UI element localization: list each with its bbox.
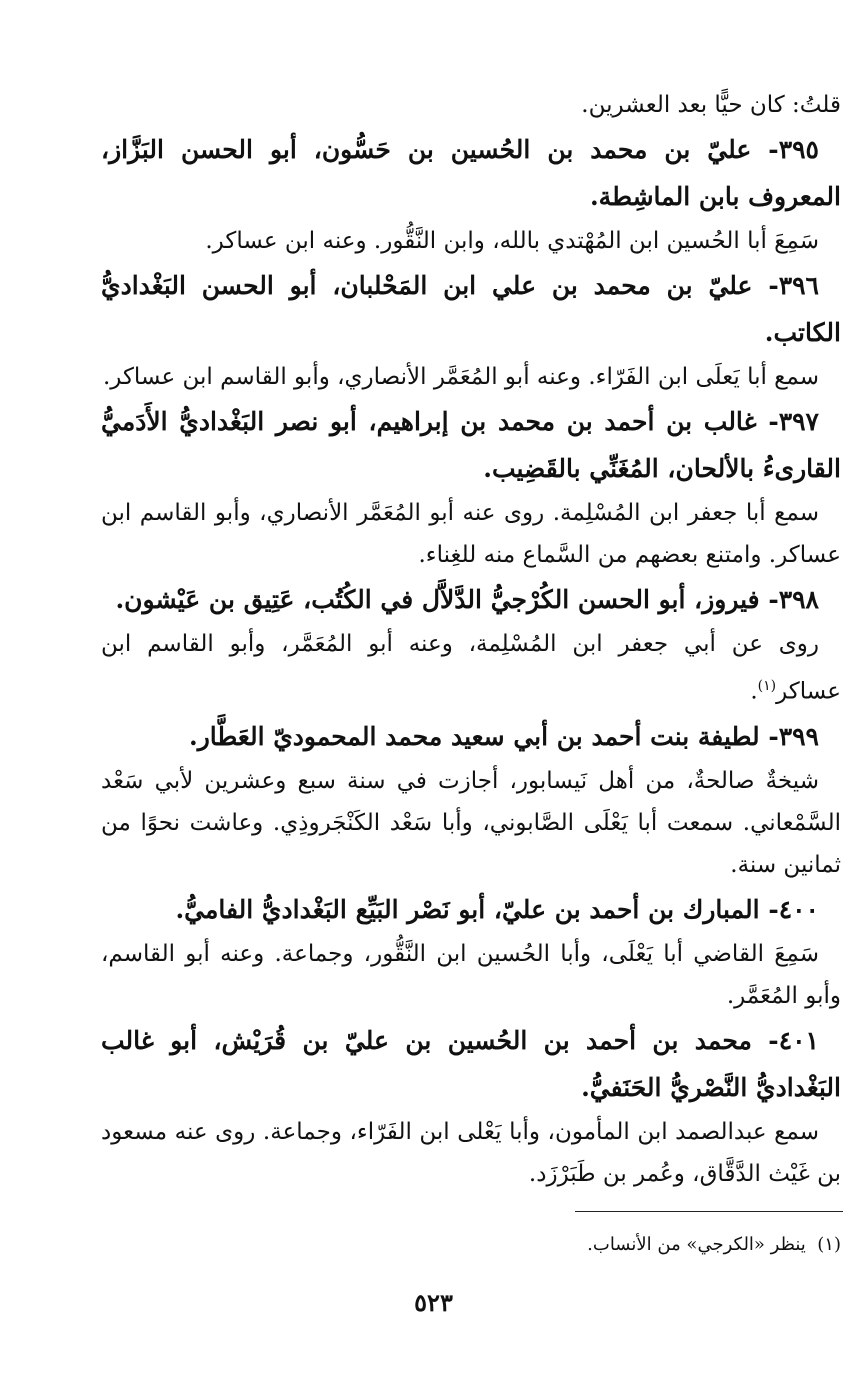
- entry-body-397: سمع أبا جعفر ابن المُسْلِمة. روى عنه أبو المُعَمَّر الأنصاري، وأبو القاسم ابن عساكر. وامتنع بعضهم من السَّماع منه للغِناء.: [101, 500, 841, 568]
- page-number: ٥٢٣: [414, 1288, 453, 1317]
- footnote-divider: [575, 1211, 843, 1212]
- entry-body-398-end: .: [750, 678, 758, 705]
- entry-heading-398: ٣٩٨- فيروز، أبو الحسن الكُرْجيُّ الدَّلاَّل في الكُتُب، عَتِيق بن عَيْشون.: [115, 585, 819, 614]
- entry-heading-399: ٣٩٩- لطيفة بنت أحمد بن أبي سعيد محمد المحموديّ العَطَّار.: [188, 721, 819, 751]
- entry-body-396: سمع أبا يَعلَى ابن الفَرّاء. وعنه أبو المُعَمَّر الأنصاري، وأبو القاسم ابن عساكر.: [102, 364, 819, 390]
- entry-body-395: سَمِعَ أبا الحُسين ابن المُهْتدي بالله، وابن النَّقُّور. وعنه ابن عساكر.: [205, 228, 819, 254]
- main-text: [101, 84, 841, 1195]
- entry-body-399: شيخةٌ صالحةٌ، من أهل نَيسابور، أجازت في سنة سبع وعشرين لأبي سَعْد السَّمْعاني. سمعت أبا يَعْلَى الصَّابوني، وأبا سَعْد الكَنْجَروذِي. وعاشت نحوًا من ثمانين سنة.: [101, 767, 841, 878]
- footnote-marker: (١): [817, 1234, 841, 1255]
- footnote: [101, 1232, 841, 1258]
- entry-body-398-text: روى عن أبي جعفر ابن المُسْلِمة، وعنه أبو المُعَمَّر، وأبو القاسم ابن عساكر: [101, 631, 841, 705]
- entry-body-401: سمع عبدالصمد ابن المأمون، وأبا يَعْلى ابن الفَرّاء، وجماعة. روى عنه مسعود بن غَيْث الدَّقَّاق، وعُمر بن طَبَرْزَد.: [101, 1118, 841, 1187]
- entry-heading-401: ٤٠١- محمد بن أحمد بن الحُسين بن عليّ بن قُرَيْش، أبو غالب البَغْداديُّ النَّصْريُّ الحَنَفيُّ.: [101, 1025, 841, 1102]
- entry-heading-395: ٣٩٥- عليّ بن محمد بن الحُسين بن حَسُّون، أبو الحسن البَزَّاز، المعروف بابن الماشِطة.: [101, 135, 841, 211]
- footnote-text: ينظر «الكرجي» من الأنساب.: [587, 1234, 806, 1255]
- entry-heading-397: ٣٩٧- غالب بن أحمد بن محمد بن إبراهيم، أبو نصر البَغْداديُّ الأَدَميُّ القارىءُ بالألحان، المُغَنِّي بالقَضِيب.: [101, 407, 841, 483]
- entry-body-398: [101, 623, 841, 713]
- note-paragraph: قلتُ: كان حيًّا بعد العشرين.: [581, 92, 841, 118]
- entry-heading-400: ٤٠٠- المبارك بن أحمد بن عليّ، أبو نَصْر البَيِّع البَغْداديُّ الفاميُّ.: [175, 894, 819, 924]
- footnote-reference[interactable]: (١): [757, 678, 777, 694]
- entry-body-400: سَمِعَ القاضي أبا يَعْلَى، وأبا الحُسين ابن النَّقُّور، وجماعة. وعنه أبو القاسم، وأبو المُعَمَّر.: [101, 940, 841, 1009]
- entry-heading-396: ٣٩٦- عليّ بن محمد بن علي ابن المَحْلبان، أبو الحسن البَغْداديُّ الكاتب.: [101, 271, 841, 347]
